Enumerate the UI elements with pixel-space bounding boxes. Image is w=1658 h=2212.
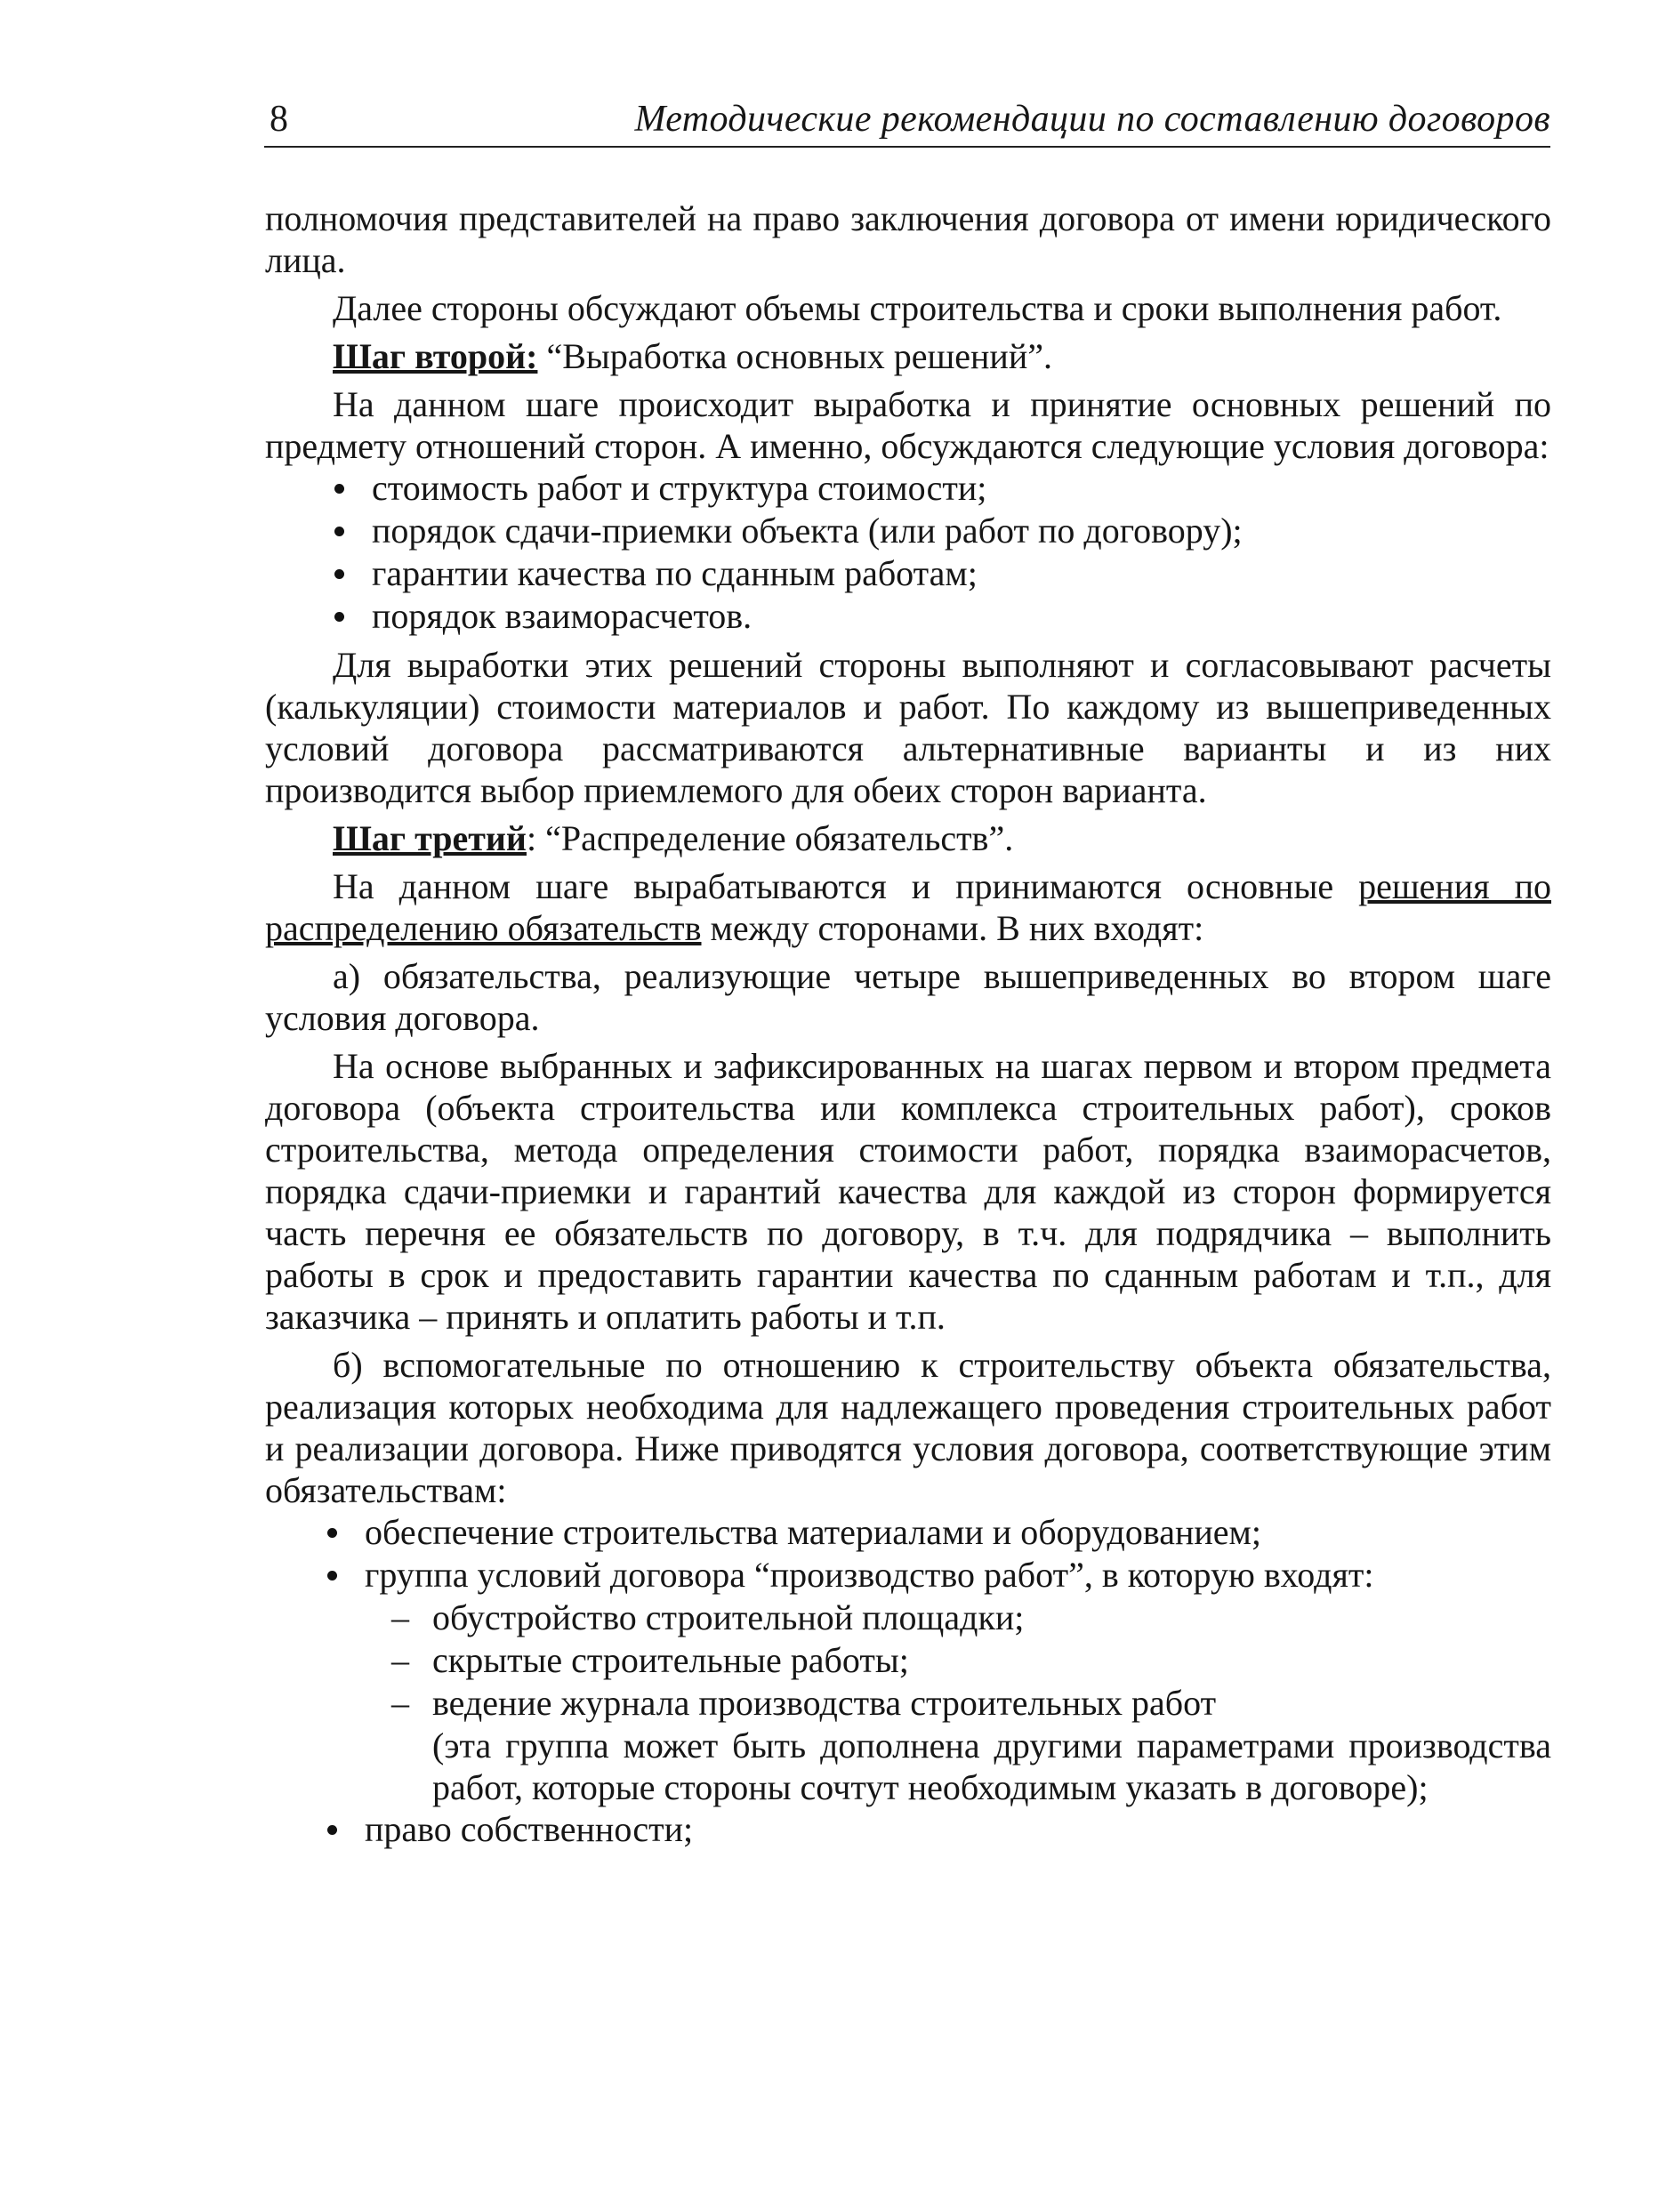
list-item: гарантии качества по сданным работам;: [265, 552, 1551, 595]
list-item: стоимость работ и структура стоимости;: [265, 467, 1551, 510]
dash-icon: –: [391, 1597, 409, 1637]
paragraph-volumes: Далее стороны обсуждают объемы строительства и сроки выполнения работ.: [333, 288, 1502, 328]
bullet-icon: [327, 1528, 337, 1538]
aux-conditions-list: [265, 1511, 1551, 1597]
list-item: – обустройство строительной площадки;: [391, 1597, 1025, 1637]
paragraph-authority: полномочия представителей на право заключения договора от имени юридического лица.: [265, 198, 1551, 280]
page-number: 8: [270, 99, 288, 140]
bullet-icon: [327, 1571, 337, 1581]
list-item: обеспечение строительства материалами и оборудованием;: [265, 1511, 1551, 1554]
conditions-list: [265, 467, 1551, 638]
paragraph-step-three: На данном шаге вырабатываются и принимаются основные решения по распределению обязательств между сторонами. В них входят:: [265, 866, 1551, 948]
paragraph-calculations: Для выработки этих решений стороны выполняют и согласовывают расчеты (калькуляции) стоимости материалов и работ. По каждому из вышеприведенных условий договора рассматриваются альтернативные варианты и из них производится выбор приемлемого для обеих сторон варианта.: [265, 645, 1551, 810]
bullet-icon: [334, 484, 344, 494]
bullet-icon: [327, 1825, 337, 1835]
step-two-heading: [265, 335, 1551, 377]
ownership-list: [265, 1808, 1551, 1851]
list-item: право собственности;: [265, 1808, 1551, 1851]
step-three-title: : “Распределение обязательств”.: [526, 818, 1014, 858]
step-two-label: Шаг второй:: [333, 336, 538, 376]
list-item: порядок сдачи-приемки объекта (или работ по договору);: [265, 510, 1551, 552]
list-item: – ведение журнала производства строительных работ: [391, 1683, 1217, 1723]
running-title: Методические рекомендации по составлению договоров: [634, 99, 1550, 140]
bullet-icon: [334, 569, 344, 579]
work-items-note: (эта группа может быть дополнена другими параметрами производства работ, которые стороны сочтут необходимым указать в договоре);: [432, 1725, 1551, 1807]
paragraph-obligations: На основе выбранных и зафиксированных на шагах первом и втором предмета договора (объекта строительства или комплекса строительных работ), сроков строительства, метода определения стоимости работ, порядка взаиморасчетов, порядка сдачи-приемки и гарантий качества для каждой из сторон формируется часть перечня ее обязательств по договору, в т.ч. для подрядчика – выполнить работы в срок и предоставить гарантии качества по сданным работам и т.п., для заказчика – принять и оплатить работы и т.п.: [265, 1046, 1551, 1337]
list-item: – скрытые строительные работы;: [391, 1640, 909, 1680]
work-items-list: [265, 1597, 1551, 1725]
page-header: [264, 96, 1550, 148]
dash-icon: –: [391, 1640, 409, 1680]
dash-icon: –: [391, 1683, 409, 1723]
underlined-phrase: решения по распределению обязательств: [265, 866, 1551, 948]
list-item: порядок взаиморасчетов.: [265, 595, 1551, 638]
paragraph-step-two: На данном шаге происходит выработка и принятие основных решений по предмету отношений сторон. А именно, обсуждаются следующие условия договора:: [265, 384, 1551, 466]
step-three-heading: [265, 817, 1551, 859]
list-item: группа условий договора “производство работ”, в которую входят:: [265, 1554, 1551, 1597]
step-two-title: “Выработка основных решений”.: [537, 336, 1052, 376]
bullet-icon: [334, 527, 344, 536]
step-three-label: Шаг третий: [333, 818, 527, 858]
bullet-icon: [334, 612, 344, 622]
page-body: [265, 197, 1551, 1851]
paragraph-item-b: б) вспомогательные по отношению к строительству объекта обязательства, реализация которых необходима для надлежащего проведения строительных работ и реализации договора. Ниже приводятся условия договора, соответствующие этим обязательствам:: [265, 1345, 1551, 1510]
paragraph-item-a: а) обязательства, реализующие четыре вышеприведенных во втором шаге условия договора.: [265, 956, 1551, 1038]
